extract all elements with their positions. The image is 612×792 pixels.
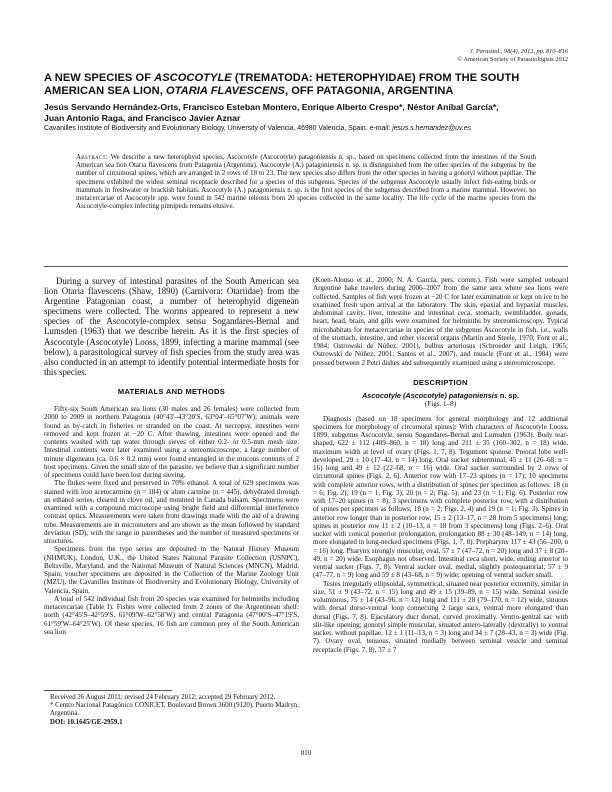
testes-paragraph: Testes irregularly ellipsoidal, symmetrical, situated near posterior extremity, similar in size, 51 ± 9 (43–72, n = 15) long and 49 ± 15 (39–89, n = 15) wide. Seminal vesicle voluminous, 75 ± 14 (43–96, n = 12) long and 111 ± 28 (79–170, n = 12) wide, sinuous with dorsal dorso-ventral loop connecting 2 large sacs, ventral more elongated than dorsal (Figs. 7, 8). Ejaculatory duct dorsal, curved proximally. Ventro-genital sac with slit-like opening; gonotyl simple muscular, situated antero-laterally (dextrally) to ventral sucker, without papillae, 12 ± 1 (11–13, n = 3) long and 34 ± 7 (28–43, n = 3) wide (Fig. 7). Ovary oval, tenuous, situated medially between seminal vesicle and seminal receptacle (Figs. 7, 8), 37 ± 7: [313, 579, 568, 654]
author-list: [44, 102, 568, 124]
email-label: e-mail:: [369, 125, 391, 132]
centro-footnote: * Centro Nacional Patagónico CONICET, Boulevard Brown 3600 (9120), Puerto Madryn, Argentina.: [50, 702, 299, 718]
intro-paragraph: During a survey of intestinal parasites of the South American sea lion Otaria flavescens (Shaw, 1890) (Carnivora: Otariidae) from the Argentine Patagonian coast, a number of heterophyid digenean specimens were collected. The worms appeared to represent a new species of the Ascocotyle-complex sensu Sogandares-Bernal and Lumsden (1963) that we describe herein. As it is the first species of Ascocotyle (Ascocotyle) Looss, 1899, infecting a marine mammal (see below), a parasitological survey of fish species from the study area was also conducted in an attempt to identify potential intermediate hosts for this species.: [44, 276, 299, 377]
species-name: Ascocotyle (Ascocotyle) patagoniensis: [362, 391, 498, 400]
title-part-3: , OFF PATAGONIA, ARGENTINA: [284, 85, 454, 98]
page-number: 810: [300, 750, 312, 757]
journal-citation: J. Parasitol., 98(4), 2012, pp. 810–816: [469, 48, 568, 55]
species-heading: [313, 392, 568, 400]
methods-paragraph-3: Specimens from the type series are deposited in the Natural History Museum (NHMUK), London, U.K., the United States National Parasite Collection (USNPC), Beltsville, Maryland, and the National Museum of Natural Sciences (MNCN), Madrid, Spain; voucher specimens are deposited in the Collection of the Marine Zoology Unit (MZU), the Cavanilles Institute of Biodiversity and Evolutionary Biology, University of Valencia, Spain.: [44, 545, 299, 595]
methods-continued: (Koen-Alonso et al., 2000; N. A. García, pers. comm.). Fish were sampled onboard Argentine hake trawlers during 2006–2007 from the same area where sea lions were collected. Samples of fish were frozen at −20 C for later examination or kept on ice to be examined fresh upon arrival at the laboratory. The skin, epaxial and hypaxial muscles, abdominal cavity, liver, intestine and intestinal ceca, stomach, swimbladder, gonads, heart, head, brain, and gills were examined for helminths by stereomicroscopy. Typical microhabitats for metacercariae in species of the subgenus Ascocotyle in fish, i.e., walls of the stomach, intestine, and other visceral organs (Martin and Steele, 1970; Font et al., 1984; Ostrowski de Núñez, 2001), bulbus arteriosus (Schroeder and Leigh, 1965; Ostrowski de Núñez, 2001; Santos et al., 2007), and muscle (Font et al., 1984) were pressed between 2 Petri dishes and subsequently examined using a stereomicroscope.: [313, 276, 568, 367]
diagnosis-paragraph: Diagnosis (based on 18 specimens for general morphology and 12 additional specimens for morphology of circumoral spines): With characters of Ascocotyle Looss, 1899, subgenus Ascocotyle, sensu Sogandares-Bernal and Lumsden (1963). Body tear-shaped, 622 ± 112 (489–860, n = 18) long and 211 ± 35 (160–302, n = 18) wide, maximum width at level of ovary (Figs. 1, 7, 8). Tegument spinose. Preoral lobe well-developed, 29 ± 10 (17–43, n = 14) long. Oral sucker subterminal, 45 ± 11 (26–68, n = 16) long and 49 ± 12 (22–68, n = 16) wide. Oral sucker surrounded by 2 rows of circumoral spines (Figs. 2, 6). Anterior row with 17–23 spines (n = 17); 10 specimens with complete anterior rows, with a distribution of spines per specimen as follows: 18 (n = 6; Fig. 2); 19 (n = 1; Fig. 3); 20 (n = 2; Fig. 5); and 23 (n = 1; Fig. 6). Posterior row with 17–20 spines (n = 8); 3 specimens with complete posterior row, with a distribution of spines per specimen as follows; 18 (n = 2; Figs. 2, 4) and 19 (n = 1; Fig. 3). Spines in anterior row longer than in posterior row, 15 ± 2 (13–17, n = 28 from 5 specimens) long; spines in posterior row 11 ± 2 (10–13, n = 18 from 3 specimens) long (Figs. 2–6). Oral sucker with conical posterior prolongation, prolongation 88 ± 30 (48–149, n = 14) long, more elongated in long-necked specimens (Figs. 1, 7, 8). Prepharynx 117 ± 43 (56–200, n = 16) long. Pharynx strongly muscular, oval, 57 ± 7 (47–72, n = 20) long and 37 ± 8 (20–49, n = 20) wide. Esophagus not observed. Intestinal ceca short, wide, ending anterior to ventral sucker (Figs. 7, 8). Ventral sucker oval, medial, slightly postequatorial, 57 ± 9 (47–77, n = 9) long and 59 ± 8 (43–68, n = 9) wide; opening of ventral sucker small.: [313, 414, 568, 580]
received-dates: Received 26 August 2011; revised 24 February 2012; accepted 29 February 2012.: [50, 694, 276, 701]
copyright-line: © American Society of Parasitologists 2012: [457, 56, 568, 63]
introduction: [44, 276, 299, 377]
title-part-2: (TREMATODA: HETEROPHYIDAE) FROM THE SOUTH AMERICAN SEA LION,: [44, 72, 520, 98]
methods-paragraph-2: The flukes were fixed and preserved in 70% ethanol. A total of 629 specimens was stained with iron acetocarmine (n = 184) or alum carmine (n = 445), dehydrated through an ethanol series, cleared in clove oil, and mounted in Canada balsam. Specimens were examined with a compound microscope using bright field and differential interference contrast optics. Measurements were taken from drawings made with the aid of a drawing tube. Measurements are in micrometers and are shown as the mean followed by standard deviation (SD), with the range in parentheses and the number of measured specimens or structures.: [44, 479, 299, 546]
abstract-divider: [44, 266, 568, 267]
article-title: [44, 72, 568, 99]
description-heading: DESCRIPTION: [413, 377, 468, 387]
abstract-text: We describe a new heterophyid species, Ascocotyle (Ascocotyle) patagoniensis n. sp., based on specimens collected from the intestines of the South American sea lion Otaria flavescens from Patagonia (Argentina). Ascocotyle (A.) patagoniensis n. sp. is distinguished from the other species of the subgenus by the number of circumoral spines, which are arranged in 2 rows of 18 to 23. The new species also differs from the other species in having a gonotyl without papillae. The specimens exhibited the widest seminal receptacle described for a species of this subgenus. Species of the subgenus Ascocotyle usually infect fish-eating birds or mammals in freshwater or brackish habitats. Ascocotyle (A.) patagoniensis n. sp. is the first species of the subgenus described from a marine mammal. However, no metacercariae of Ascocotyle spp. were found in 542 marine teleosts from 20 species collected in the same locality. The life cycle of the marine species from the Ascocotyle-complex infecting pinnipeds remains elusive.: [76, 154, 536, 211]
title-host: OTARIA FLAVESCENS: [165, 85, 285, 98]
author-line-2: Juan Antonio Raga, and Francisco Javier Aznar: [44, 112, 241, 123]
figure-reference: (Figs. 1–8): [424, 400, 457, 409]
email-link[interactable]: jesus.s.hernandez@uv.es: [392, 125, 472, 132]
footnote: [44, 694, 299, 727]
abstract-label: Abstract:: [76, 154, 109, 161]
running-head: [457, 48, 568, 64]
methods-paragraph-4: A total of 542 individual fish from 20 species was examined for helminths including metacercariae (Table I). Fishes were collected from 2 zones of the Argentinean shelf: north (42°45′S–42°59′S, 61°09′W–62°58′W) and central Patagonia (47°00′S–47°19′S, 61°59′W–64°25′W). Of these species, 16 fish are common prey of the South American sea lion: [44, 594, 299, 636]
methods-paragraph-1: Fifty-six South American sea lions (30 males and 26 females) were collected from 2000 to 2009 in northern Patagonia (40°43′–43°20′S, 63°04′–65°07′W); animals were found as by-catch in fisheries or stranded on the coast. At necropsy, intestines were removed and kept frozen at −20 C. After thawing, intestines were opened and the contents washed with tap water through sieves of either 0.2- or 0.5-mm mesh size. Intestinal contents were later examined using a stereomicroscope; a large number of minute digeneans (ca. 0.6 × 0.2 mm) were found entangled in the mucous contents of 2 host specimens. Given the small size of the parasite, we believe that a significant number of specimens could have been lost during sieving.: [44, 405, 299, 480]
footnote-divider: [44, 690, 172, 691]
title-genus: ASCOCOTYLE: [154, 72, 232, 84]
affiliation-text: Cavanilles Institute of Biodiversity and Evolutionary Biology, University of Valencia, 46980 Valencia, Spain.: [44, 125, 368, 132]
affiliation: [44, 124, 568, 133]
author-line-1: Jesús Servando Hernández-Orts, Francisco Esteban Montero, Enrique Alberto Crespo*, Néstor Aníbal García*,: [44, 102, 499, 112]
methods-heading: MATERIALS AND METHODS: [117, 386, 226, 396]
right-column: [313, 276, 568, 654]
species-suffix: n. sp.: [497, 391, 519, 400]
left-column: [44, 276, 299, 636]
abstract: [76, 154, 536, 211]
doi[interactable]: DOI: 10.1645/GE-2959.1: [50, 718, 123, 726]
title-part-1: A NEW SPECIES OF: [44, 72, 155, 84]
